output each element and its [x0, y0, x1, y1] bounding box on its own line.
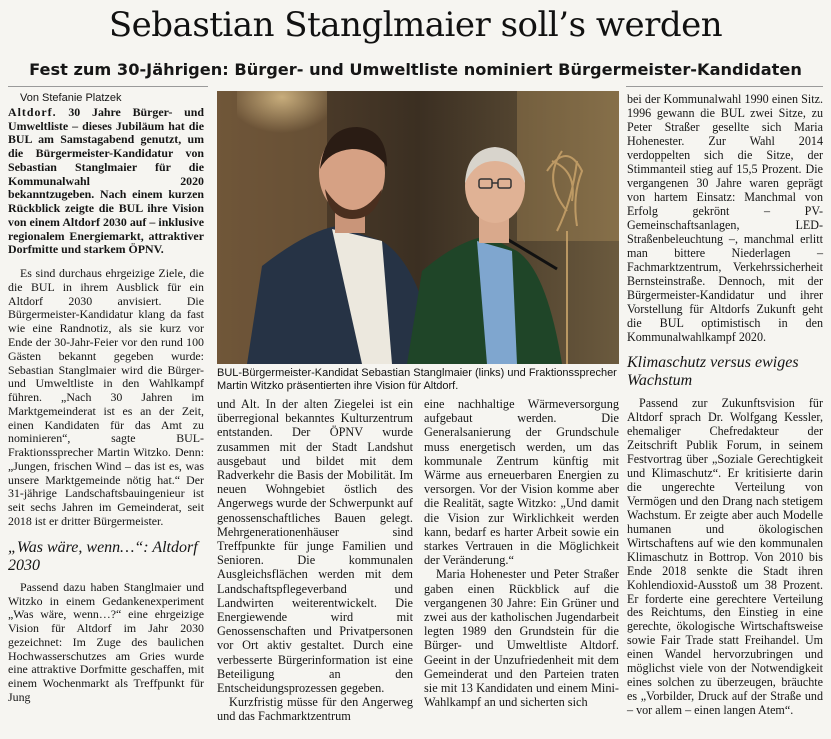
- byline: Von Stefanie Platzek: [20, 92, 122, 104]
- lead-place: Altdorf.: [8, 104, 57, 119]
- body-paragraph: Passend zur Zukunftsvision für Altdorf sprach Dr. Wolfgang Kessler, ehemaliger Chefredakteur der Zeitschrift Publik Forum, in seinem Festvortrag über „Soziale Gerechtigkeit und Klimaschutz“. Er kritisierte darin die ungerechte Verteilung von Vermögen und den Drang nach stetigem Wachstum. Er zeigte aber auch Modelle humanen und ökologischen Wirtschaftens auf wie den kommunalen Klimaschutz in Bottrop. Von 2010 bis Ende 2018 senkte die Stadt ihren Kohlendioxid-Ausstoß um 38 Prozent. Er forderte eine gerechtere Verteilung des Reichtums, den Einstieg in eine gerechte, ökologische Wirtschaftsweise sowie Fair Trade statt Freihandel. Um einen Wandel hervorzubringen und möglichst viele von der Notwendigkeit eines solchen zu überzeugen, bräuchte es „Vorbilder, Druck auf der Straße und – vor allem – einen langen Atem“.: [627, 395, 823, 718]
- column-4: [627, 92, 823, 717]
- body-paragraph: Kurzfristig müsse für den Angerweg und das Fachmarktzentrum: [217, 695, 413, 724]
- column-1: [8, 92, 204, 705]
- column-3: [424, 397, 619, 709]
- body-paragraph: Passend dazu haben Stanglmaier und Witzko in einem Gedankenexperiment „Was wäre, wenn…?“ eine ehrgeizige Vision für Altdorf im Jahr 2030 gezeichnet: Im Zuge des baulichen Hochwasserschutzes am Gries wurde eine attraktive Dorfmitte geschaffen, mit einem Wochenmarkt als Treffpunkt für Jung: [8, 579, 204, 704]
- subhead-altdorf-2030: „Was wäre, wenn…“: Altdorf 2030: [8, 538, 198, 574]
- headline: Sebastian Stanglmaier soll’s werden: [108, 5, 723, 45]
- header-rule-left: [8, 86, 208, 87]
- subhead-klimaschutz: Klimaschutz versus ewiges Wachstum: [627, 353, 799, 389]
- lead-paragraph: [8, 106, 204, 257]
- body-paragraph: und Alt. In der alten Ziegelei ist ein überregional bekanntes Kulturzentrum entstanden. Der ÖPNV wurde zusammen mit der Stadt Landshut ausgebaut und bildet mit dem Radverkehr die Basis der Mobilität. Im neuen Wohngebiet östlich des Angerwegs wurde der Schwerpunkt auf genossenschaftliches Bauen gelegt. Mehrgenerationenhäuser sind Treffpunkte für junge Familien und Senioren. Die kommunalen Ausgleichsflächen werden mit dem Landschaftspflegeverband und Landwirten weiterentwickelt. Die Energiewende wird mit Genossenschaften und Privatpersonen vor Ort aktiv gestaltet. Durch eine verbesserte Bürgerinformation ist eine Beteiligung an den Entscheidungsprozessen gegeben.: [217, 397, 413, 696]
- lead-text: 30 Jahre Bürger- und Umweltliste – dieses Jubiläum hat die BUL am Samstagabend genutzt, um die Bürgermeister-Kandidatur von Sebastian Stanglmaier für die Kommunalwahl 2020 bekanntzugeben. Nach einem kurzen Rückblick zeigte die BUL ihre Vision von einem Altdorf 2030 auf – inklusive regionalem Energiemarkt, attraktiver Dorfmitte und starkem ÖPNV.: [8, 104, 204, 257]
- photo-illustration: [217, 91, 619, 364]
- header-rule-right: [626, 86, 823, 87]
- body-paragraph: bei der Kommunalwahl 1990 einen Sitz. 1996 gewann die BUL zwei Sitze, zu Peter Straßer gesellte sich Maria Hohenester. Zur Wahl 2014 verdoppelten sich die Sitze, der Stimmanteil stieg auf 15,5 Prozent. Die vergangenen 30 Jahre waren geprägt von hartem Einsatz: Manchmal von Erfolg gekrönt – PV-Gemeinschaftsanlagen, LED-Straßenbeleuchtung –, manchmal erlitt man bittere Niederlagen – Fachmarktzentrum, Verkehrssicherheit Bernsteinstraße. Dennoch, mit der Bürgermeister-Kandidatur und ihrer Vorstellung für Altdorfs Zukunft geht die BUL optimistisch in den Kommunalwahlkampf 2020.: [627, 92, 823, 344]
- body-paragraph: Maria Hohenester und Peter Straßer gaben einen Rückblick auf die vergangenen 30 Jahre: Ein Grüner und zwei aus der katholischen Jugendarbeit legten 1989 den Grundstein für die Bürger- und Umweltliste Altdorf. Geeint in der Unzufriedenheit mit dem Gemeinderat und den Parteien traten sie mit 13 Kandidaten und einem Mini-Wahlkampf an und sicherten sich: [424, 567, 619, 710]
- body-paragraph: Es sind durchaus ehrgeizige Ziele, die die BUL in ihrem Ausblick für ein Altdorf 2030 anvisiert. Die Bürgermeister-Kandidatur klang da fast wie eine Randnotiz, als sie kurz vor Ende der 30-Jahr-Feier vor den rund 100 Gästen bekannt gegeben wurde: Sebastian Stanglmaier wird die Bürger- und Umweltliste in den Wahlkampf führen. „Nach 30 Jahren im Marktgemeinderat ist es an der Zeit, einen Kandidaten für das Amt zu nominieren“, sagte BUL-Fraktionssprecher Martin Witzko. Denn: „Jungen, frischen Wind – das ist es, was unsere Marktgemeinde nötig hat.“ Der 31-jährige Landschaftsbauingenieur ist seit sechs Jahren im Gemeinderat, seit 2018 ist er dritter Bürgermeister.: [8, 266, 204, 528]
- article-photo: [217, 91, 619, 364]
- body-paragraph: eine nachhaltige Wärmeversorgung aufgebaut werden. Die Generalsanierung der Grundschule muss energetisch werden, um das kommunale Zentrum künftig mit Wärme aus erneuerbaren Energien zu versorgen. Vor der Vision komme aber die Realität, sagte Witzko: „Und damit die Vision zur Wirklichkeit werden kann, bedarf es harter Arbeit sowie ein starkes Vertrauen in die Möglichkeit der Veränderung.“: [424, 397, 619, 568]
- subheadline: Fest zum 30-Jährigen: Bürger- und Umweltliste nominiert Bürgermeister-Kandidaten: [29, 60, 802, 79]
- photo-caption: BUL-Bürgermeister-Kandidat Sebastian Stanglmaier (links) und Fraktionssprecher Martin Witzko präsentierten ihre Vision für Altdorf.: [217, 367, 617, 393]
- column-2: [217, 397, 413, 724]
